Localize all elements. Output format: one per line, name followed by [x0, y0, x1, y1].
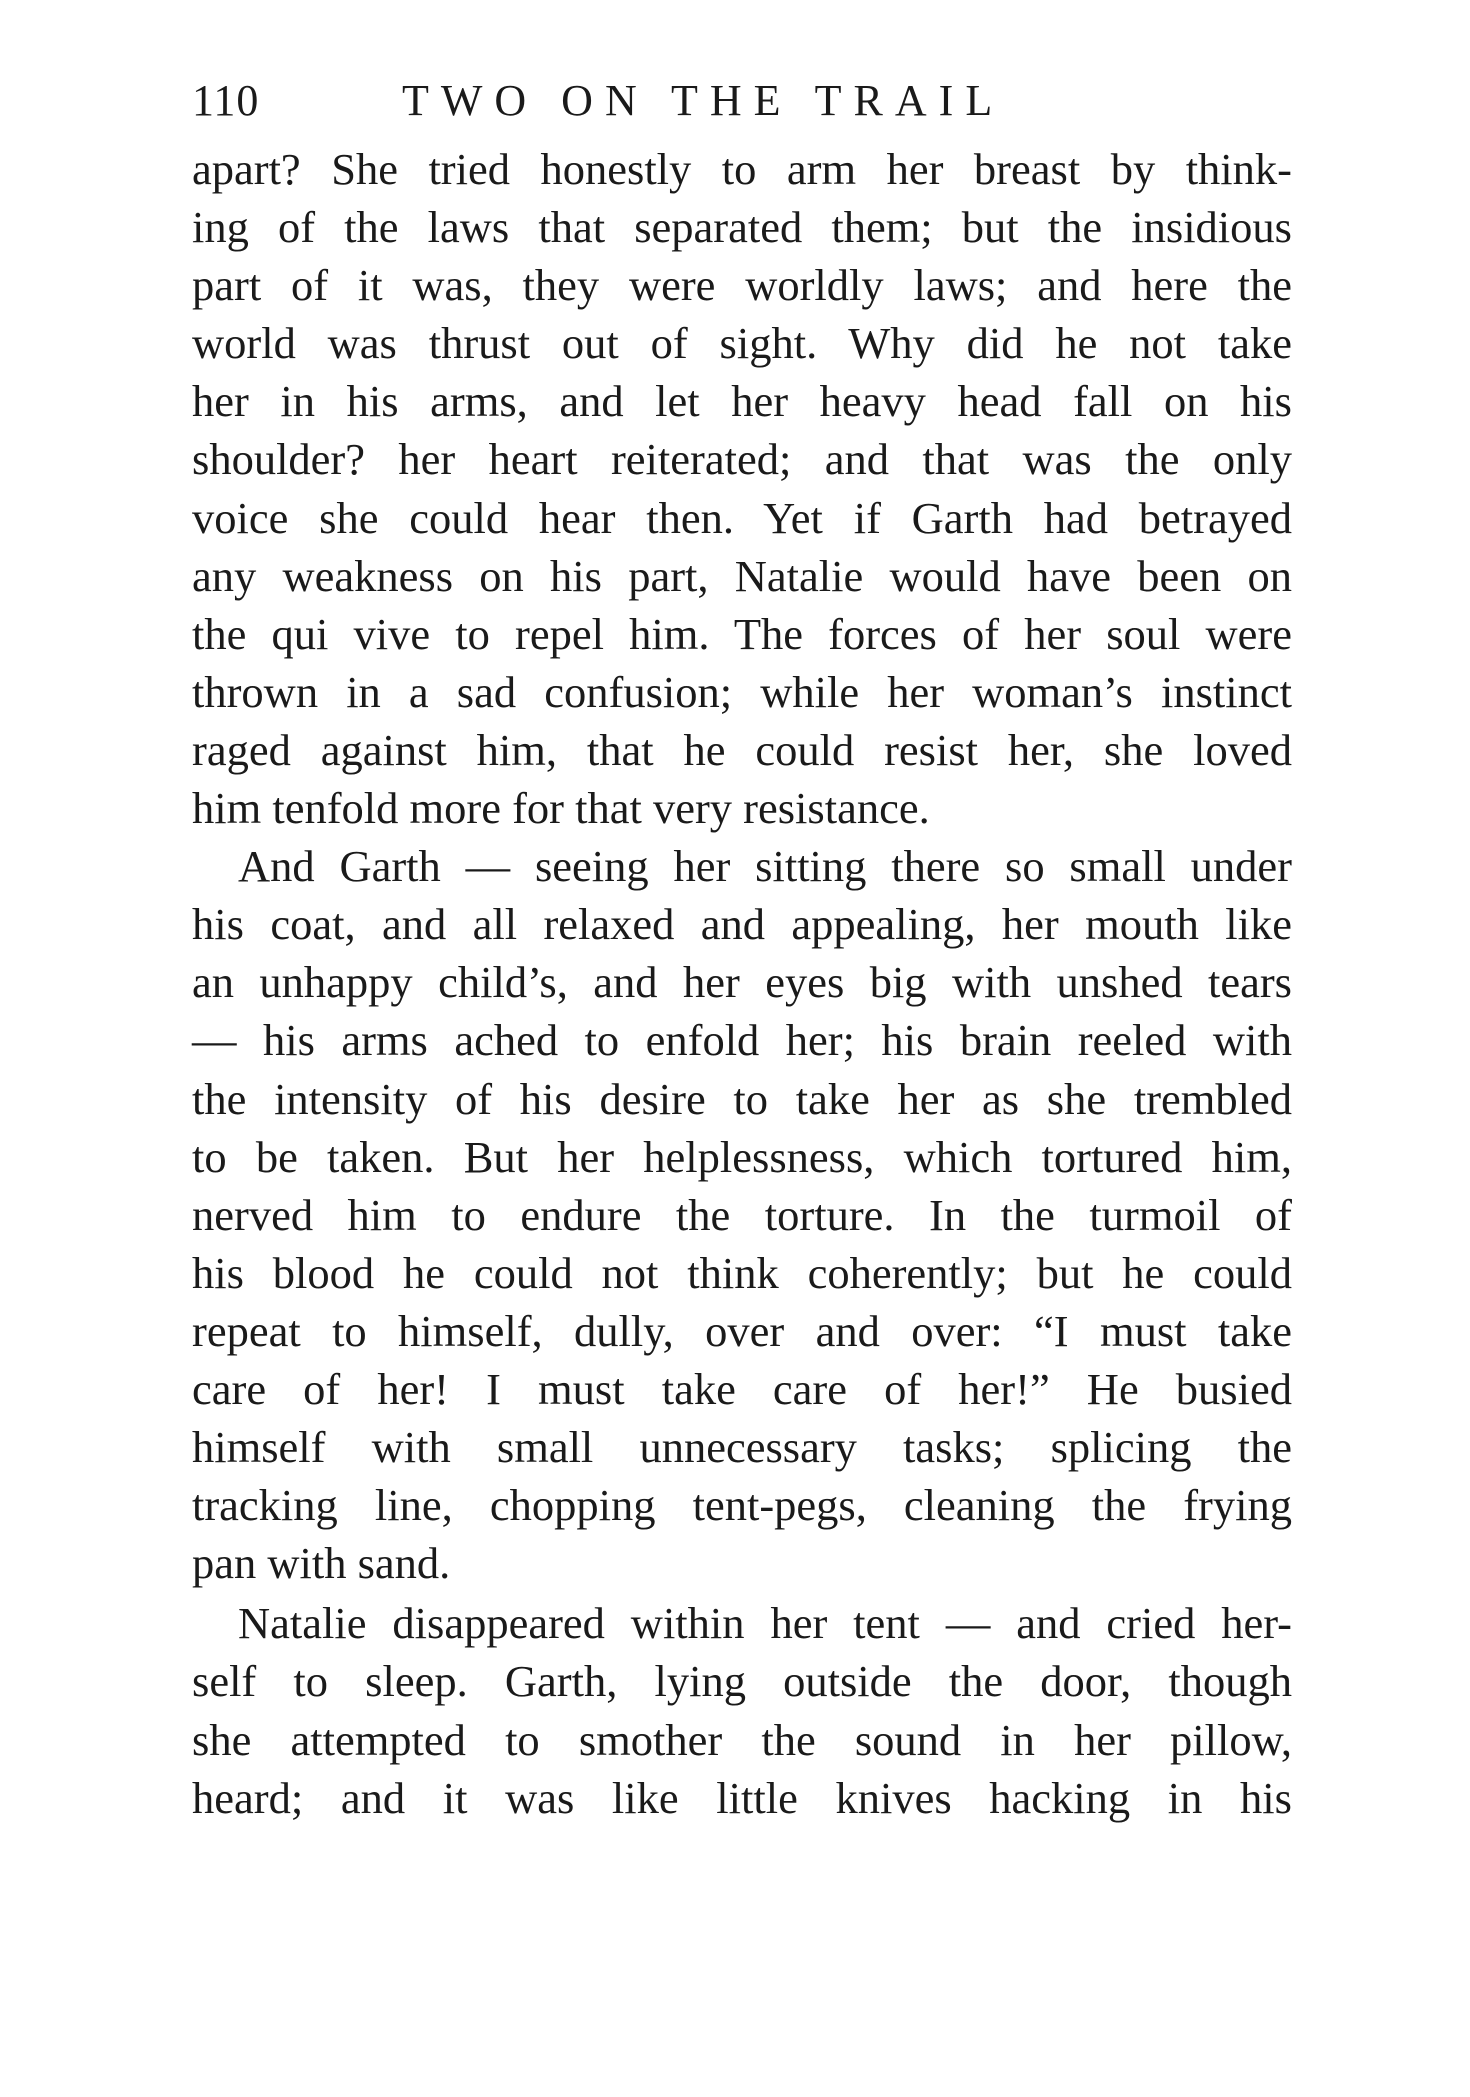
- paragraph-start-line: Natalie disappeared within her tent — and cried her-: [238, 1598, 1292, 1649]
- text-line: care of her! I must take care of her!” He busied: [192, 1363, 1292, 1414]
- running-title: TWO ON THE TRAIL: [402, 76, 1005, 125]
- text-line: raged against him, that he could resist her, she loved: [192, 724, 1292, 775]
- text-line: any weakness on his part, Natalie would have been on: [192, 550, 1292, 601]
- text-line: self to sleep. Garth, lying outside the door, though: [192, 1656, 1292, 1707]
- text-line: his coat, and all relaxed and appealing, her mouth like: [192, 899, 1292, 950]
- text-line: thrown in a sad confusion; while her woman’s instinct: [192, 666, 1292, 717]
- text-line: the intensity of his desire to take her as she trembled: [192, 1073, 1292, 1124]
- text-line: the qui vive to repel him. The forces of her soul were: [192, 608, 1292, 659]
- paragraph-end-line: pan with sand.: [192, 1538, 451, 1589]
- text-line: an unhappy child’s, and her eyes big with unshed tears: [192, 957, 1292, 1008]
- text-line: she attempted to smother the sound in her pillow,: [192, 1714, 1292, 1765]
- text-line: — his arms ached to enfold her; his brain reeled with: [192, 1015, 1292, 1066]
- page-number: 110: [192, 76, 260, 125]
- text-line: ing of the laws that separated them; but the insidious: [192, 202, 1292, 253]
- text-line: his blood he could not think coherently; but he could: [192, 1247, 1292, 1298]
- text-line: shoulder? her heart reiterated; and that was the only: [192, 434, 1292, 485]
- body-text: [192, 140, 1292, 1827]
- text-line: her in his arms, and let her heavy head fall on his: [192, 376, 1292, 427]
- text-line: part of it was, they were worldly laws; and here the: [192, 260, 1292, 311]
- text-line: voice she could hear then. Yet if Garth had betrayed: [192, 492, 1292, 543]
- text-line: to be taken. But her helplessness, which tortured him,: [192, 1131, 1292, 1182]
- text-line: tracking line, chopping tent-pegs, cleaning the frying: [192, 1480, 1292, 1531]
- running-head: [192, 66, 1292, 136]
- paragraph-end-line: him tenfold more for that very resistance.: [192, 783, 930, 834]
- text-line: heard; and it was like little knives hacking in his: [192, 1772, 1292, 1823]
- text-line: apart? She tried honestly to arm her breast by think-: [192, 144, 1292, 194]
- text-line: nerved him to endure the torture. In the turmoil of: [192, 1189, 1292, 1240]
- text-line: himself with small unnecessary tasks; splicing the: [192, 1422, 1292, 1473]
- text-line: repeat to himself, dully, over and over: “I must take: [192, 1305, 1292, 1356]
- text-line: world was thrust out of sight. Why did he not take: [192, 318, 1292, 369]
- paragraph-start-line: And Garth — seeing her sitting there so small under: [238, 841, 1292, 892]
